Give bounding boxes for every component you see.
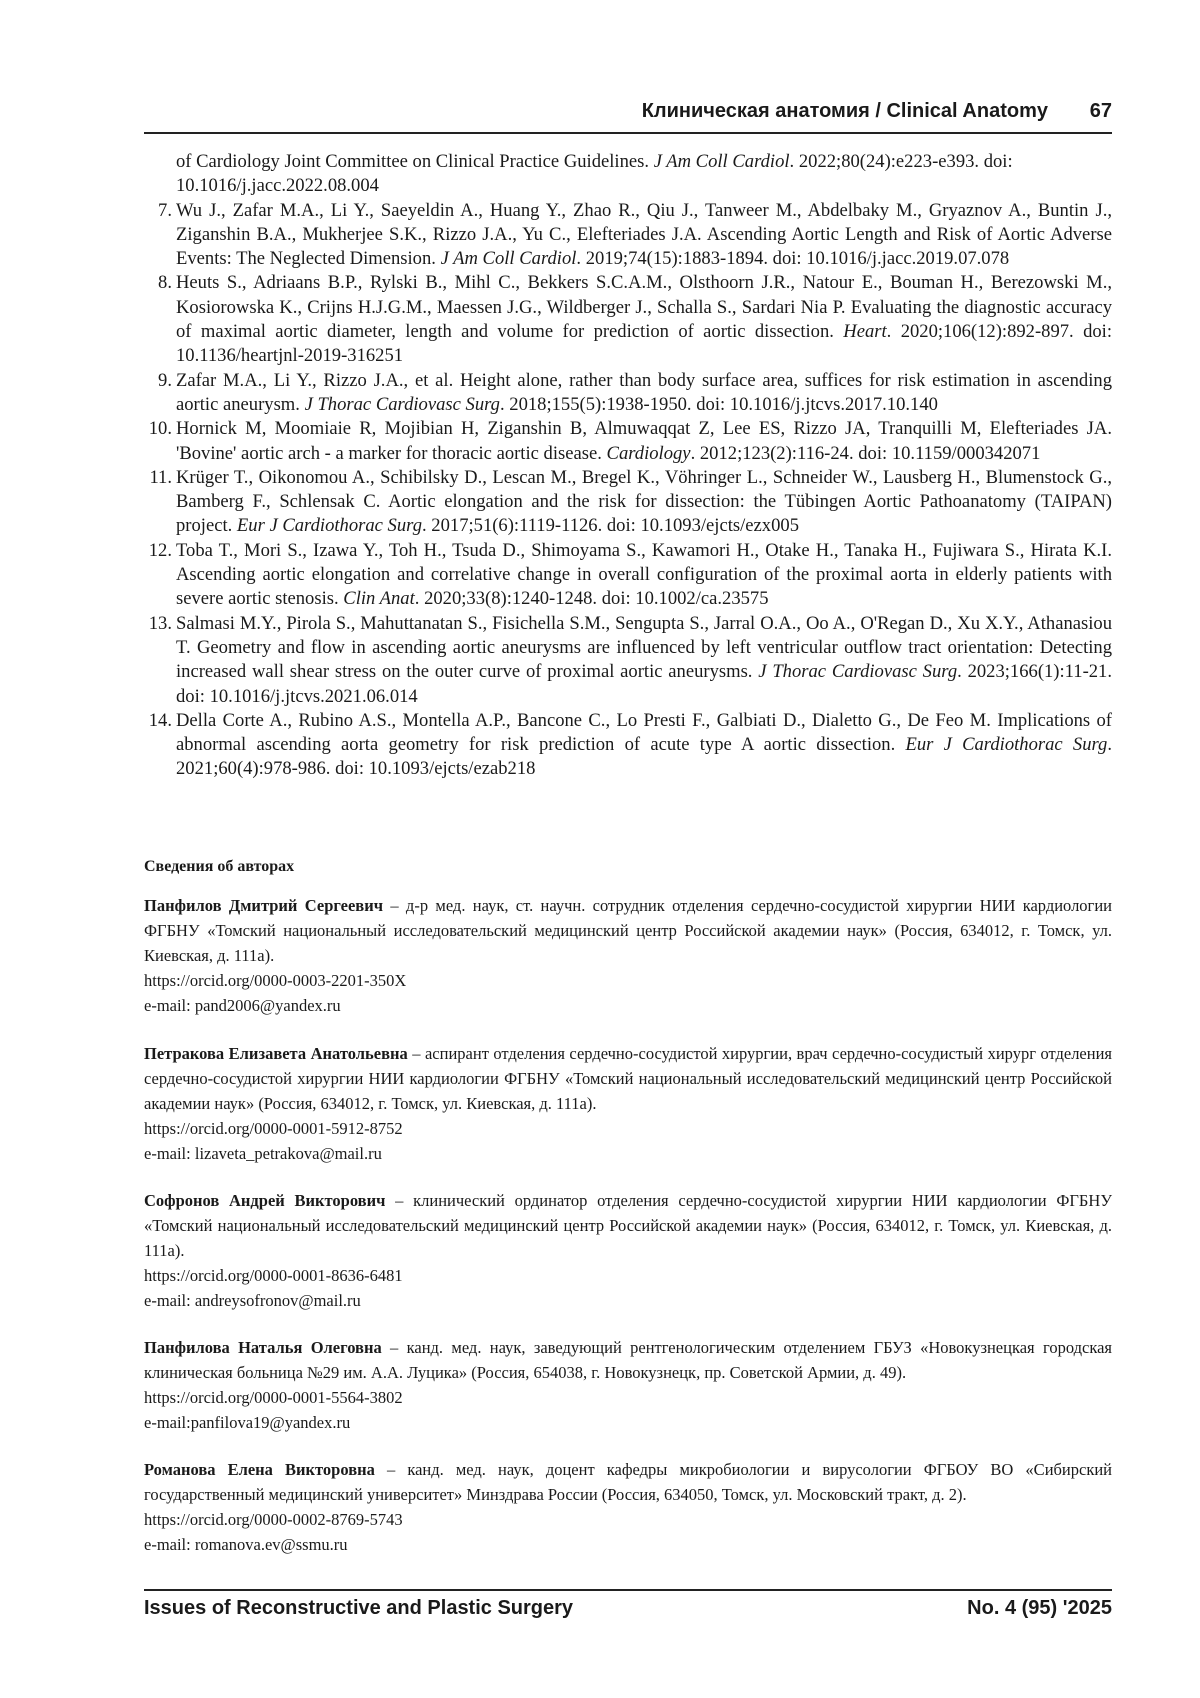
- author-block-4: [144, 1335, 1112, 1435]
- author-name: Панфилова Наталья Олеговна: [144, 1338, 382, 1357]
- author-email: e-mail: pand2006@yandex.ru: [144, 996, 341, 1015]
- author-name: Романова Елена Викторовна: [144, 1460, 375, 1479]
- reference-8: 8. Heuts S., Adriaans B.P., Rylski B., Mihl C., Bekkers S.C.A.M., Olsthoorn J.R., Natour E., Bouman H., Berezowski M., Kosiorowska K., Crijns H.J.G.M., Maessen J.G., Wildberger J., Schalla S., Sardari Nia P. Evaluating the diagnostic accuracy of maximal aortic diameter, length and volume for prediction of aortic dissection. Heart. 2020;106(12):892-897. doi: 10.1136/heartjnl-2019-316251: [158, 272, 1112, 367]
- author-orcid: https://orcid.org/0000-0002-8769-5743: [144, 1510, 403, 1529]
- author-affiliation: – д-р мед. наук, ст. научн. сотрудник отделения сердечно-сосудистой хирургии НИИ кардиологии ФГБНУ «Томский национальный исследовательский медицинский центр Российской академии наук» (Россия, 634012, г. Томск, ул. Киевская, д. 111а).: [144, 896, 1112, 965]
- authors-heading: Сведения об авторах: [144, 858, 295, 875]
- reference-14: 14. Della Corte A., Rubino A.S., Montella A.P., Bancone C., Lo Presti F., Galbiati D., Dialetto G., De Feo M. Implications of abnormal ascending aorta geometry for risk prediction of acute type A aortic dissection. Eur J Cardiothorac Surg. 2021;60(4):978-986. doi: 10.1093/ejcts/ezab218: [148, 709, 1112, 780]
- author-affiliation: – канд. мед. наук, доцент кафедры микробиологии и вирусологии ФГБОУ ВО «Сибирский государственный медицинский университет» Минздрава России (Россия, 634050, Томск, ул. Московский тракт, д. 2).: [144, 1460, 1112, 1504]
- header-title: Клиническая анатомия / Clinical Anatomy: [641, 100, 1048, 122]
- reference-6-continuation: of Cardiology Joint Committee on Clinical Practice Guidelines. J Am Coll Cardiol. 2022;80(24):e223-e393. doi: 10.1016/j.jacc.2022.08.004: [176, 151, 1013, 197]
- reference-list: [144, 150, 1112, 782]
- author-orcid: https://orcid.org/0000-0001-8636-6481: [144, 1266, 403, 1285]
- author-email: e-mail: andreysofronov@mail.ru: [144, 1291, 361, 1310]
- reference-13: 13. Salmasi M.Y., Pirola S., Mahuttanatan S., Fisichella S.M., Sengupta S., Jarral O.A., Oo A., O'Regan D., Xu X.Y., Athanasiou T. Geometry and flow in ascending aortic aneurysms are influenced by left ventricular outflow tract orientation: Detecting increased wall shear stress on the outer curve of proximal aortic aneurysms. J Thorac Cardiovasc Surg. 2023;166(1):11-21. doi: 10.1016/j.jtcvs.2021.06.014: [148, 612, 1112, 707]
- running-footer: [144, 1589, 1112, 1627]
- page-number: 67: [1089, 100, 1112, 122]
- author-affiliation: – аспирант отделения сердечно-сосудистой хирургии, врач сердечно-сосудистый хирург отделения сердечно-сосудистой хирургии НИИ кардиологии ФГБНУ «Томский национальный исследовательский медицинский центр Российской академии наук» (Россия, 634012, г. Томск, ул. Киевская, д. 111а).: [144, 1044, 1113, 1113]
- running-header: [144, 98, 1112, 134]
- author-block-5: [144, 1457, 1112, 1557]
- author-email: e-mail:panfilova19@yandex.ru: [144, 1413, 351, 1432]
- reference-7: 7. Wu J., Zafar M.A., Li Y., Saeyeldin A., Huang Y., Zhao R., Qiu J., Tanweer M., Abdelbaky M., Gryaznov A., Buntin J., Ziganshin B.A., Mukherjee S.K., Rizzo J.A., Yu C., Elefteriades J.A. Ascending Aortic Length and Risk of Aortic Adverse Events: The Neglected Dimension. J Am Coll Cardiol. 2019;74(15):1883-1894. doi: 10.1016/j.jacc.2019.07.078: [158, 199, 1112, 270]
- journal-name: Issues of Reconstructive and Plastic Surgery: [144, 1597, 574, 1619]
- author-block-2: [144, 1041, 1112, 1166]
- author-block-1: [144, 893, 1112, 1018]
- author-email: e-mail: lizaveta_petrakova@mail.ru: [144, 1144, 382, 1163]
- reference-11: 11. Krüger T., Oikonomou A., Schibilsky D., Lescan M., Bregel K., Vöhringer L., Schneider W., Lausberg H., Blumenstock G., Bamberg F., Schlensak C. Aortic elongation and the risk for dissection: the Tübingen Aortic Pathoanatomy (TAIPAN) project. Eur J Cardiothorac Surg. 2017;51(6):1119-1126. doi: 10.1093/ejcts/ezx005: [149, 466, 1112, 537]
- author-affiliation: – клинический ординатор отделения сердечно-сосудистой хирургии НИИ кардиологии ФГБНУ «Томский национальный исследовательский медицинский центр Российской академии наук» (Россия, 634012, г. Томск, ул. Киевская, д. 111а).: [144, 1191, 1113, 1260]
- author-affiliation: – канд. мед. наук, заведующий рентгенологическим отделением ГБУЗ «Новокузнецкая городская клиническая больница №29 им. А.А. Луцика» (Россия, 654038, г. Новокузнецк, пр. Советской Армии, д. 49).: [144, 1338, 1112, 1382]
- reference-12: 12. Toba T., Mori S., Izawa Y., Toh H., Tsuda D., Shimoyama S., Kawamori H., Otake H., Tanaka H., Fujiwara S., Hirata K.I. Ascending aortic elongation and correlative change in overall configuration of the proximal aorta in elderly patients with severe aortic stenosis. Clin Anat. 2020;33(8):1240-1248. doi: 10.1002/ca.23575: [148, 539, 1112, 610]
- issue-number: No. 4 (95) '2025: [967, 1597, 1112, 1619]
- author-name: Петракова Елизавета Анатольевна: [144, 1044, 408, 1063]
- author-orcid: https://orcid.org/0000-0003-2201-350X: [144, 971, 407, 990]
- author-name: Софронов Андрей Викторович: [144, 1191, 386, 1210]
- reference-10: 10. Hornick M, Moomiaie R, Mojibian H, Ziganshin B, Almuwaqqat Z, Lee ES, Rizzo JA, Tranquilli M, Elefteriades JA. 'Bovine' aortic arch - a marker for thoracic aortic disease. Cardiology. 2012;123(2):116-24. doi: 10.1159/000342071: [148, 418, 1112, 464]
- author-orcid: https://orcid.org/0000-0001-5912-8752: [144, 1119, 403, 1138]
- reference-9: 9. Zafar M.A., Li Y., Rizzo J.A., et al. Height alone, rather than body surface area, suffices for risk estimation in ascending aortic aneurysm. J Thorac Cardiovasc Surg. 2018;155(5):1938-1950. doi: 10.1016/j.jtcvs.2017.10.140: [158, 369, 1112, 415]
- author-block-3: [144, 1188, 1112, 1313]
- author-orcid: https://orcid.org/0000-0001-5564-3802: [144, 1388, 403, 1407]
- author-email: e-mail: romanova.ev@ssmu.ru: [144, 1535, 348, 1554]
- author-name: Панфилов Дмитрий Сергеевич: [144, 896, 384, 915]
